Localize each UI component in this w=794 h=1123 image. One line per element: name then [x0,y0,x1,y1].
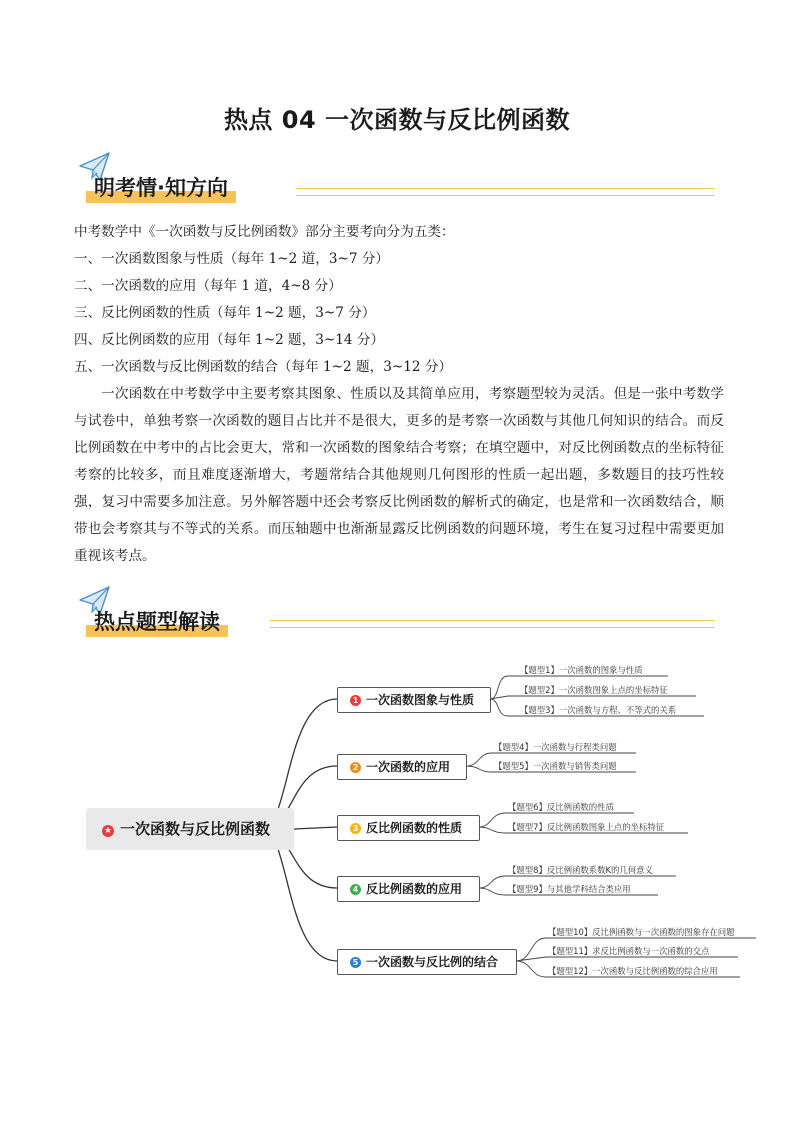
mindmap-leaf: 【题型9】与其他学科结合类应用 [508,884,631,894]
star-icon: ★ [103,826,113,836]
mindmap-leaf: 【题型4】一次函数与行程类问题 [494,742,617,752]
number-badge-icon: 5 [350,957,361,968]
intro-line: 三、反比例函数的性质（每年 1~2 题，3~7 分） [74,305,376,321]
number-badge-icon: 1 [350,695,361,706]
mindmap-leaf: 【题型8】反比例函数系数K的几何意义 [508,865,653,875]
mindmap-leaf: 【题型11】求反比例函数与一次函数的交点 [548,946,710,956]
connector [294,827,337,829]
branch-label: 一次函数的应用 [366,760,451,774]
intro-line: 四、反比例函数的应用（每年 1~2 题，3~14 分） [74,332,385,348]
mindmap-branch-3 [337,815,480,841]
mindmap-leaf: 【题型1】一次函数的图象与性质 [520,665,643,675]
branch-label: 反比例函数的应用 [366,882,463,896]
mindmap-branch-2 [337,754,467,780]
mindmap-branch-1 [337,687,491,713]
mindmap-leaf: 【题型12】一次函数与反比例函数的综合应用 [548,966,718,976]
intro-line: 中考数学中《一次函数与反比例函数》部分主要考向分为五类： [74,224,455,240]
mindmap-branch-5 [337,949,517,975]
mindmap-leaf: 【题型7】反比例函数图象上点的坐标特征 [508,822,665,832]
branch-label: 一次函数与反比例的结合 [366,955,499,969]
mindmap-leaf: 【题型3】一次函数与方程、不等式的关系 [520,705,677,715]
intro-line: 二、一次函数的应用（每年 1 道，4~8 分） [74,278,342,294]
connector [490,696,696,699]
mindmap-leaf: 【题型6】反比例函数的性质 [508,802,614,812]
mindmap-root [86,808,294,850]
branch-label: 一次函数图象与性质 [366,693,475,707]
mindmap-leaf: 【题型5】一次函数与销售类问题 [494,761,617,771]
number-badge-icon: 2 [350,762,361,773]
intro-line: 五、一次函数与反比例函数的结合（每年 1~2 题，3~12 分） [74,359,453,375]
number-badge-icon: 4 [350,884,361,895]
branch-label: 反比例函数的性质 [366,821,463,835]
section-label: 明考情·知方向 [86,173,236,203]
connector [516,957,738,961]
section-label: 热点题型解读 [86,607,228,637]
mindmap-branch-4 [337,876,480,902]
body-paragraph: 一次函数在中考数学中主要考察其图象、性质以及其简单应用，考察题型较为灵活。但是一张中考数学与试卷中，单独考察一次函数的题目占比并不是很大，更多的是考察一次函数与其他几何知识的结合。而反比例函数在中考中的占比会更大，常和一次函数的图象结合考察；在填空题中，对反比例函数点的坐标特征考察的比较多，而且难度逐渐增大，考题常结合其他规则几何图形的性质一起出题，多数题目的技巧性较强，复习中需要多加注意。另外解答题中还会考察反比例函数的解析式的确定，也是常和一次函数结合，顺带也会考察其与不等式的关系。而压轴题中也渐渐显露反比例函数的问题环境，考生在复习过程中需要更加重视该考点。 [74,386,724,564]
number-badge-icon: 3 [350,823,361,834]
root-label: 一次函数与反比例函数 [120,820,271,838]
mindmap-leaf: 【题型2】一次函数图象上点的坐标特征 [520,685,668,695]
mindmap-leaf: 【题型10】反比例函数与一次函数的图象存在问题 [548,927,735,937]
intro-line: 一、一次函数图象与性质（每年 1~2 道，3~7 分） [74,251,390,267]
page-title: 热点 04 一次函数与反比例函数 [223,106,571,134]
